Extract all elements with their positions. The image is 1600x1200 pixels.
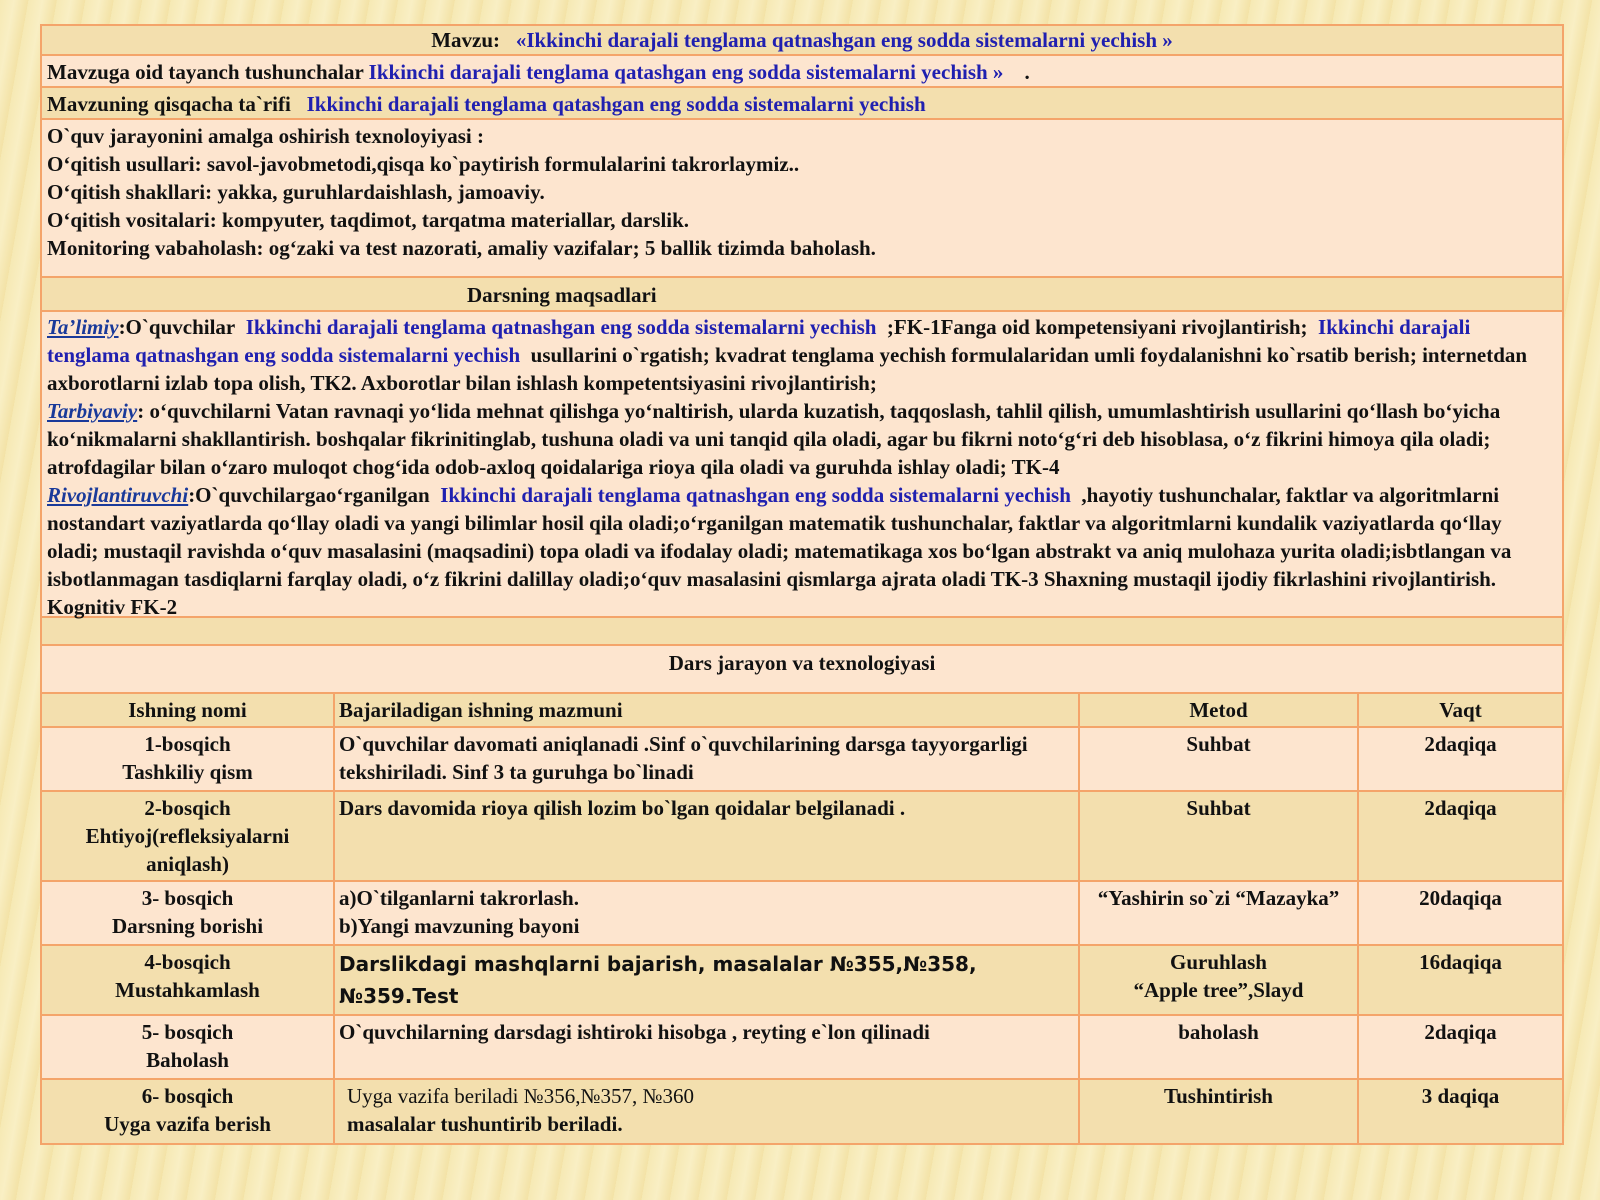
stage-content-cell: O`quvchilar davomati aniqlanadi .Sinf o`quvchilarining darsga tayyorgarligi tekshiriladi. Sinf 3 ta guruhga bo`linadi <box>334 727 1079 791</box>
stage-name-cell <box>42 727 334 791</box>
objectives-row <box>42 312 1562 618</box>
educational-text-2: ;FK-1Fanga oid kompetensiyani rivojlantirish; <box>886 315 1308 339</box>
educational-text-3: usullarini o`rgatish; kvadrat tenglama yechish formulalaridan umli foydalanishni ko`rsatib berish; internetdan axborotlarni izlab topa olish, TK2. Axborotlar bilan ishlash kompetentsiyasini rivojlantirish; <box>47 343 1528 395</box>
table-row <box>42 1015 1562 1079</box>
stage-title: Uyga vazifa berish <box>104 1112 271 1136</box>
stage-title: Mustahkamlash <box>115 978 260 1002</box>
developmental-text-1: :O`quvchilargao‘rganilgan <box>188 483 430 507</box>
technology-line: O‘qitish usullari: savol-javobmetodi,qisqa ko`paytirish formulalarini takrorlaymiz.. <box>47 152 800 176</box>
objectives-heading-row <box>42 278 1562 312</box>
stage-content-line: a)O`tilganlarni takrorlash. <box>339 886 579 910</box>
stage-time-cell: 2daqiqa <box>1358 1015 1562 1079</box>
table-row <box>42 1079 1562 1143</box>
stage-method-line: Guruhlash <box>1170 950 1267 974</box>
upbringing-label: Tarbiyaviy <box>47 399 138 423</box>
stage-name-cell <box>42 791 334 881</box>
table-row <box>42 727 1562 791</box>
technology-row <box>42 120 1562 278</box>
developmental-objective <box>47 481 1557 621</box>
key-concepts-row <box>42 56 1562 88</box>
stage-content-line: masalalar tushuntirib beriladi. <box>347 1112 623 1136</box>
key-concepts-suffix: . <box>1024 60 1030 84</box>
key-concepts-text: Ikkinchi darajali tenglama qatashgan eng sodda sistemalarni yechish » <box>368 60 1004 84</box>
stage-number: 5- bosqich <box>141 1020 234 1044</box>
stage-time-cell: 2daqiqa <box>1358 791 1562 881</box>
upbringing-objective <box>47 397 1557 481</box>
table-header-row <box>42 694 1562 727</box>
stage-content-cell <box>334 1079 1079 1143</box>
stage-name-cell <box>42 1015 334 1079</box>
process-heading-row <box>42 646 1562 694</box>
stage-time-cell: 20daqiqa <box>1358 881 1562 945</box>
stage-content-cell: Darslikdagi mashqlarni bajarish, masalalar №355,№358, №359.Test <box>334 945 1079 1015</box>
stage-title: Baholash <box>146 1048 229 1072</box>
column-header-content: Bajariladigan ishning mazmuni <box>334 694 1079 727</box>
topic-title: «Ikkinchi darajali tenglama qatnashgan eng sodda sistemalarni yechish » <box>515 28 1173 52</box>
stage-time-cell: 3 daqiqa <box>1358 1079 1562 1143</box>
developmental-label: Rivojlantiruvchi <box>47 483 189 507</box>
technology-line: O‘qitish vositalari: kompyuter, taqdimot, tarqatma materiallar, darslik. <box>47 208 690 232</box>
lesson-stages-table <box>42 694 1562 1143</box>
process-heading: Dars jarayon va texnologiyasi <box>668 651 936 675</box>
upbringing-text: : o‘quvchilarni Vatan ravnaqi yo‘lida mehnat qilishga yo‘naltirish, ularda kuzatish, taqqoslash, tahlil qilish, umumlashtirish usullarini qo‘llash bo‘yicha ko‘nikmalarni shakllantirish. boshqalar fikrinitinglab, tushuna oladi va uni tanqid qila oladi, agar bu fikrni noto‘g‘ri deb hisoblasa, o‘z fikrini himoya qila oladi; atrofdagilar bilan o‘zaro muloqot chog‘ida odob-axloq qoidalariga rioya qila oladi va guruhda ishlay oladi; TK-4 <box>47 399 1501 479</box>
technology-line: O`quv jarayonini amalga oshirish texnoloyiyasi : <box>47 124 484 148</box>
stage-number: 2-bosqich <box>144 796 231 820</box>
stage-time-cell: 2daqiqa <box>1358 727 1562 791</box>
stage-name-cell <box>42 945 334 1015</box>
stage-content-cell: Dars davomida rioya qilish lozim bo`lgan qoidalar belgilanadi . <box>334 791 1079 881</box>
stage-content-cell <box>334 881 1079 945</box>
objectives-heading: Darsning maqsadlari <box>467 283 657 307</box>
stage-content-cell: O`quvchilarning darsdagi ishtiroki hisobga , reyting e`lon qilinadi <box>334 1015 1079 1079</box>
column-header-method: Metod <box>1079 694 1358 727</box>
educational-label: Ta’limiy <box>47 315 119 339</box>
stage-method-line: “Apple tree”,Slayd <box>1133 978 1304 1002</box>
stage-title: Darsning borishi <box>111 914 264 938</box>
column-header-time: Vaqt <box>1358 694 1562 727</box>
column-header-name: Ishning nomi <box>42 694 334 727</box>
stage-method-cell: Tushintirish <box>1079 1079 1358 1143</box>
educational-topic-repeat: Ikkinchi darajali tenglama qatnashgan eng sodda sistemalarni yechish <box>47 315 1471 367</box>
stage-number: 4-bosqich <box>144 950 231 974</box>
stage-number: 3- bosqich <box>141 886 234 910</box>
stage-method-cell: baholash <box>1079 1015 1358 1079</box>
stage-content-line: Uyga vazifa beriladi №356,№357, №360 <box>347 1084 695 1108</box>
topic-definition-row <box>42 88 1562 120</box>
lesson-plan-document <box>40 24 1564 1145</box>
definition-label: Mavzuning qisqacha ta`rifi <box>47 92 291 116</box>
definition-text: Ikkinchi darajali tenglama qatashgan eng sodda sistemalarni yechish <box>306 92 926 116</box>
stage-method-cell: Suhbat <box>1079 727 1358 791</box>
stage-method-cell: Suhbat <box>1079 791 1358 881</box>
technology-line: O‘qitish shakllari: yakka, guruhlardaishlash, jamoaviy. <box>47 180 545 204</box>
table-row <box>42 791 1562 881</box>
table-row <box>42 881 1562 945</box>
educational-objective <box>47 313 1557 397</box>
stage-number: 1-bosqich <box>144 732 231 756</box>
stage-name-cell <box>42 1079 334 1143</box>
topic-row <box>42 26 1562 56</box>
stage-number: 6- bosqich <box>141 1084 234 1108</box>
technology-line: Monitoring vabaholash: og‘zaki va test nazorati, amaliy vazifalar; 5 ballik tizimda baholash. <box>47 236 876 260</box>
educational-topic: Ikkinchi darajali tenglama qatnashgan eng sodda sistemalarni yechish <box>245 315 877 339</box>
stage-method-cell: “Yashirin so`zi “Mazayka” <box>1079 881 1358 945</box>
stage-method-cell <box>1079 945 1358 1015</box>
educational-text-1: :O`quvchilar <box>118 315 236 339</box>
topic-label: Mavzu: <box>431 28 501 52</box>
stage-time-cell: 16daqiqa <box>1358 945 1562 1015</box>
stage-title: Ehtiyoj(refleksiyalarni aniqlash) <box>85 824 290 876</box>
key-concepts-label: Mavzuga oid tayanch tushunchalar <box>47 60 364 84</box>
developmental-topic: Ikkinchi darajali tenglama qatnashgan eng sodda sistemalarni yechish <box>440 483 1071 507</box>
stage-name-cell <box>42 881 334 945</box>
stage-title: Tashkiliy qism <box>122 760 253 784</box>
stage-content-line: b)Yangi mavzuning bayoni <box>339 914 580 938</box>
table-row <box>42 945 1562 1015</box>
spacer-row <box>42 618 1562 646</box>
developmental-text-2: ,hayotiy tushunchalar, faktlar va algoritmlarni nostandart vaziyatlarda qo‘llay oladi va yangi bilimlar hosil qila oladi;o‘rganilgan matematik tushunchalar, faktlar va algoritmlarni kundalik vaziyatlarda qo‘llay oladi; mustaqil ravishda o‘quv masalasini (maqsadini) topa oladi va ifodalay oladi; matematikaga xos bo‘lgan abstrakt va aniq mulohaza yurita oladi;isbtlangan va isbotlanmagan tasdiqlarni farqlay oladi, o‘z fikrini dalillay oladi;o‘quv masalasini qismlarga ajrata oladi TK-3 Shaxning mustaqil ijodiy fikrlashini rivojlantirish. Kognitiv FK-2 <box>47 483 1512 619</box>
